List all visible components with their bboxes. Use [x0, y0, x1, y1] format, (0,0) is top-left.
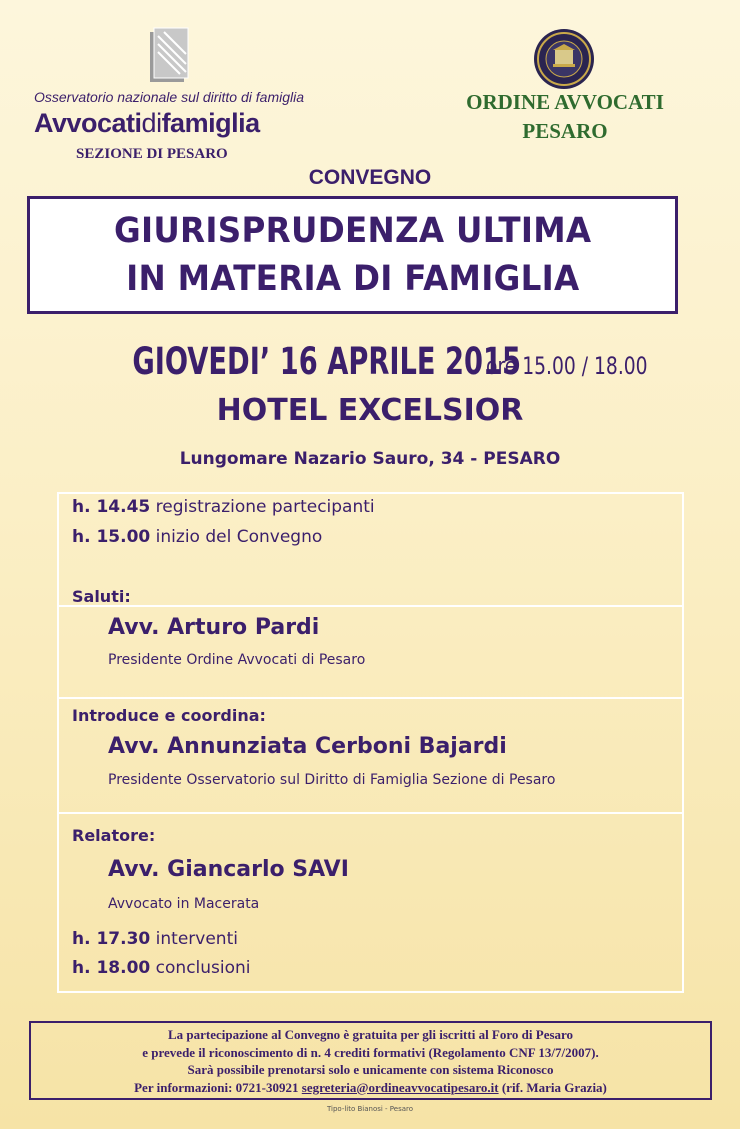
printer-credit: Tipo-lito Bianosi - Pesaro [326, 1105, 414, 1113]
observatory-brand: Avvocatidifamiglia [34, 108, 260, 138]
relatore-label: Relatore: [72, 826, 156, 845]
event-time: ore 15.00 / 18.00 [485, 352, 648, 380]
program-item: h. 17.30 interventi [72, 929, 238, 949]
program-item: h. 15.00 inizio del Convegno [72, 527, 323, 547]
program-divider [57, 812, 684, 814]
email-link[interactable]: segreteria@ordineavvocatipesaro.it [301, 1079, 499, 1095]
relatore-name: Avv. Giancarlo SAVI [108, 857, 349, 882]
info-box [29, 1021, 712, 1100]
event-date [0, 340, 740, 383]
observatory-name: Osservatorio nazionale sul diritto di famiglia [34, 89, 305, 105]
info-line: e prevede il riconoscimento di n. 4 crediti formativi (Regolamento CNF 13/7/2007). [142, 1044, 599, 1060]
saluti-name: Avv. Arturo Pardi [108, 615, 320, 640]
event-day: GIOVEDI’ 16 APRILE 2015 [132, 340, 521, 383]
program-divider [57, 697, 684, 699]
ordine-seal-icon [533, 28, 595, 90]
intro-role: Presidente Osservatorio sul Diritto di Famiglia Sezione di Pesaro [108, 772, 556, 788]
saluti-label: Saluti: [72, 587, 131, 606]
info-line: La partecipazione al Convegno è gratuita per gli iscritti al Foro di Pesaro [167, 1027, 574, 1042]
observatory-section: SEZIONE DI PESARO [76, 146, 228, 162]
info-line: Per informazioni: 0721-30921 segreteria@ordineavvocatipesaro.it (rif. Maria Grazia) [134, 1079, 607, 1095]
saluti-role: Presidente Ordine Avvocati di Pesaro [108, 652, 366, 668]
info-line: Sarà possibile prenotarsi solo e unicamente con sistema Riconosco [187, 1062, 554, 1077]
event-address: Lungomare Nazario Sauro, 34 - PESARO [179, 449, 561, 469]
intro-label: Introduce e coordina: [72, 706, 266, 725]
title-line-1: GIURISPRUDENZA ULTIMA [113, 211, 592, 251]
observatory-logo-icon [150, 26, 192, 84]
relatore-role: Avvocato in Macerata [108, 896, 260, 912]
ordine-avvocati-title: ORDINE AVVOCATI PESARO [466, 90, 664, 143]
event-kind: CONVEGNO [308, 166, 432, 189]
event-title [27, 196, 678, 314]
program-item: h. 14.45 registrazione partecipanti [72, 497, 375, 517]
program-item: h. 18.00 conclusioni [72, 958, 251, 978]
program-divider [57, 605, 684, 607]
title-line-2: IN MATERIA DI FAMIGLIA [125, 259, 580, 299]
event-venue: HOTEL EXCELSIOR [216, 393, 524, 428]
intro-name: Avv. Annunziata Cerboni Bajardi [108, 734, 507, 759]
